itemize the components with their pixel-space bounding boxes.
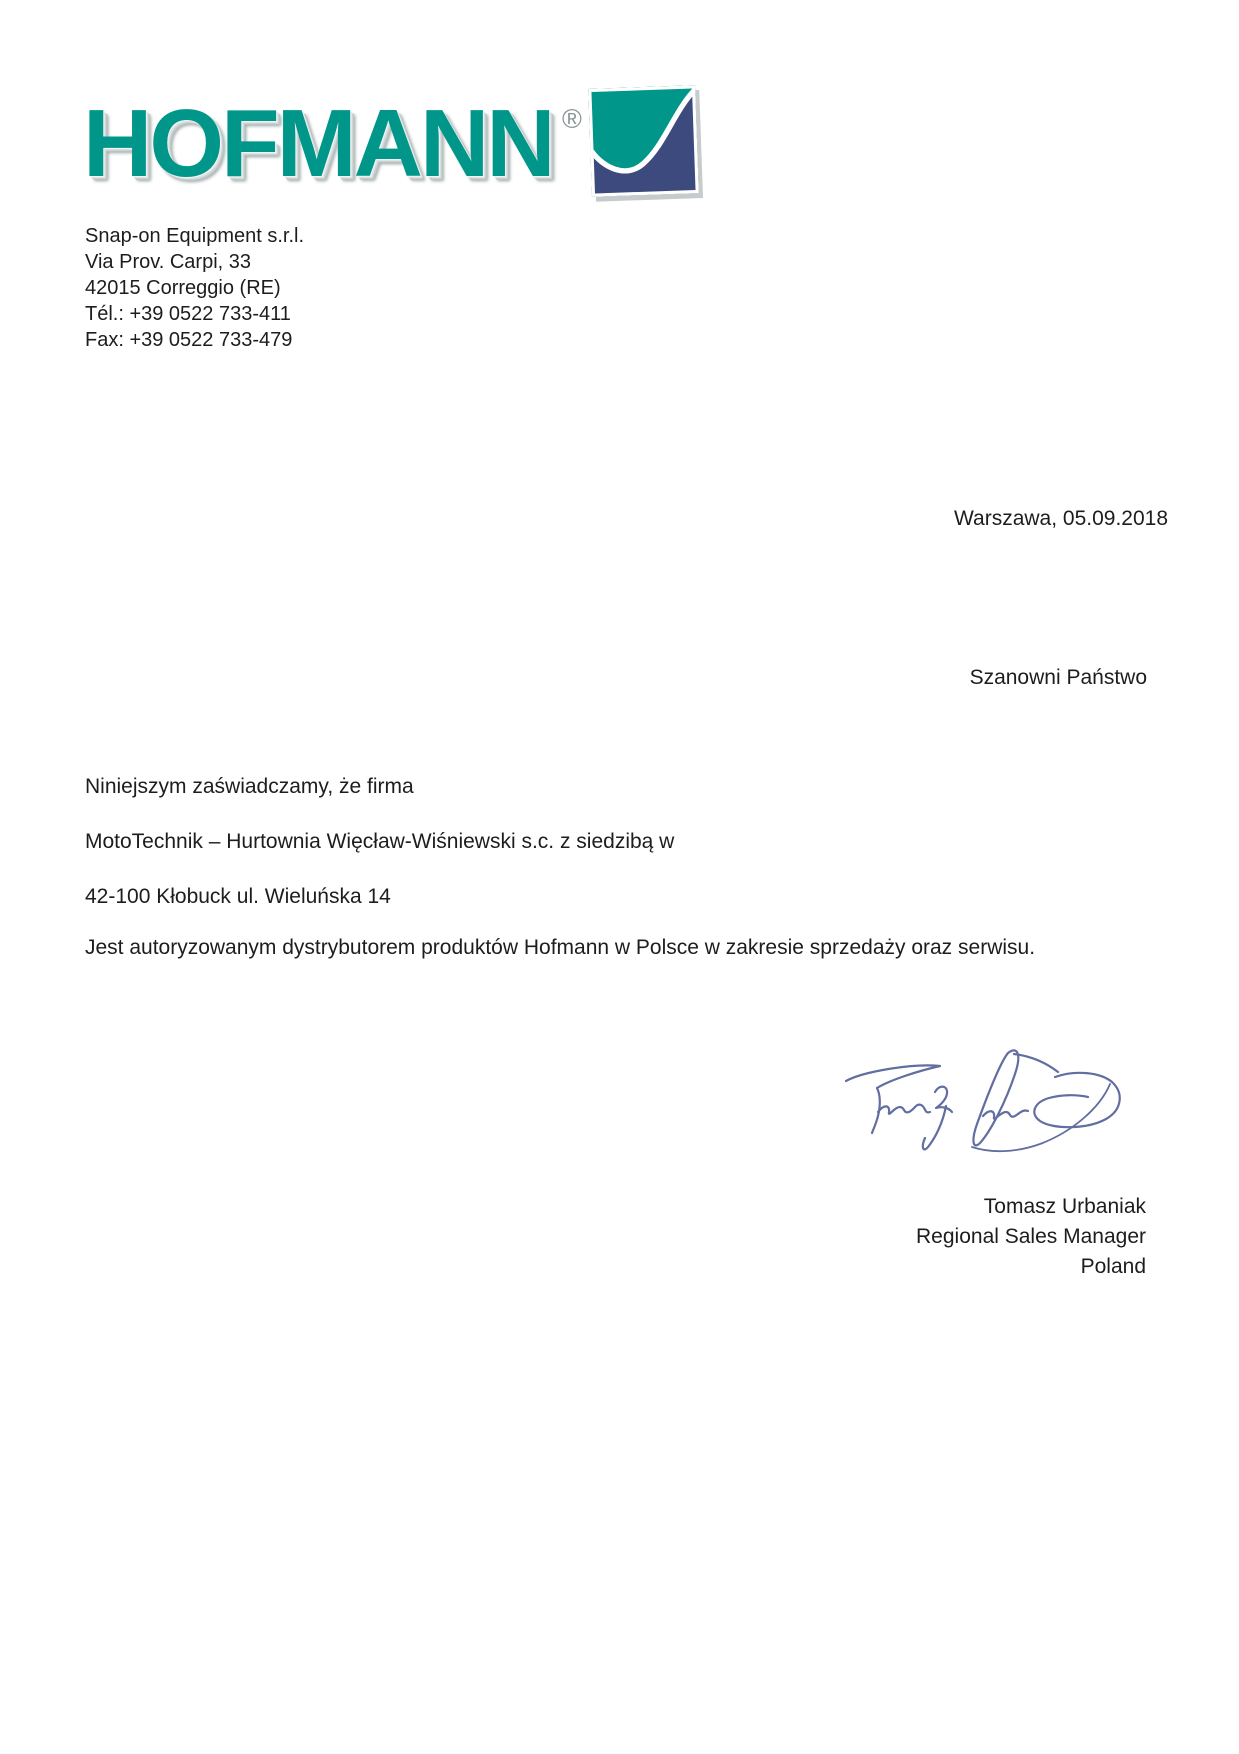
logo-wordmark: HOFMANN (83, 90, 553, 197)
address-line: Snap-on Equipment s.r.l. (85, 225, 305, 247)
address-line: Via Prov. Carpi, 33 (85, 251, 252, 273)
body-paragraph: 42-100 Kłobuck ul. Wieluńska 14 (85, 885, 391, 908)
signer-title: Regional Sales Manager (916, 1225, 1146, 1248)
address-line: 42015 Correggio (RE) (85, 277, 281, 299)
signer-region: Poland (1080, 1255, 1146, 1278)
closing-block (916, 1192, 1146, 1282)
handwritten-signature (800, 1000, 1140, 1180)
salutation: Szanowni Państwo (969, 666, 1147, 689)
body-paragraph: MotoTechnik – Hurtownia Więcław-Wiśniewski s.c. z siedzibą w (85, 830, 675, 853)
address-line: Fax: +39 0522 733-479 (85, 329, 293, 351)
body-paragraph: Jest autoryzowanym dystrybutorem produktów Hofmann w Polsce w zakresie sprzedaży oraz serwisu. (85, 936, 1036, 959)
registered-trademark-icon: ® (562, 104, 582, 134)
dateline: Warszawa, 05.09.2018 (953, 507, 1168, 530)
sender-address (85, 223, 304, 353)
body-paragraph: Niniejszym zaświadczamy, że firma (85, 775, 414, 798)
address-line: Tél.: +39 0522 733-411 (85, 303, 291, 325)
signer-name: Tomasz Urbaniak (983, 1195, 1146, 1218)
wave-icon (588, 85, 699, 197)
logo-mark (588, 85, 699, 197)
signature-ink (800, 1000, 1140, 1180)
